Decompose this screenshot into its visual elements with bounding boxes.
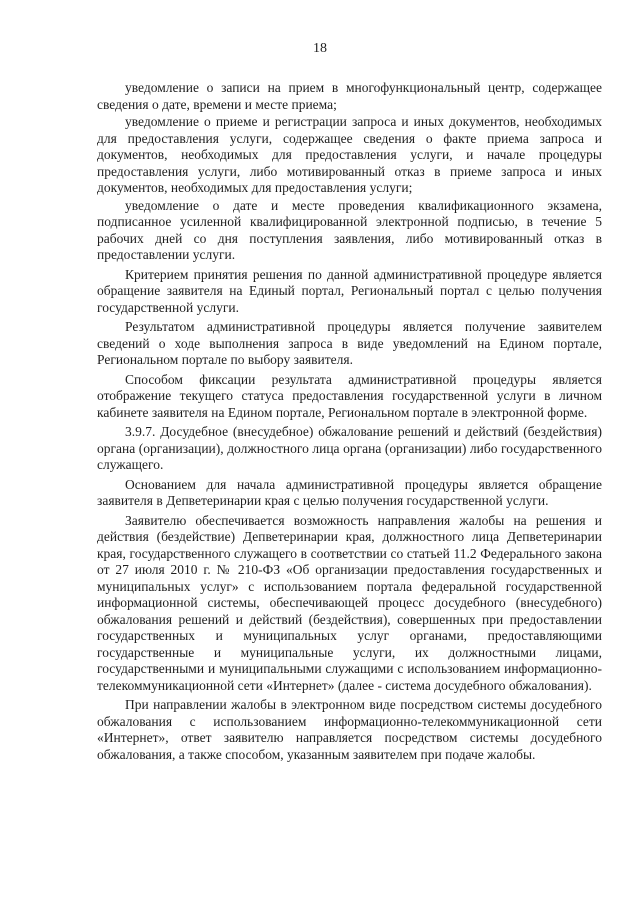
paragraph: уведомление о записи на прием в многофункциональный центр, содержащее сведения о дате, времени и месте приема; <box>97 80 602 112</box>
document-body <box>97 80 602 764</box>
paragraph: уведомление о дате и месте проведения квалификационного экзамена, подписанное усиленной квалифицированной электронной подписью, в течение 5 рабочих дней со дня поступления заявления, либо мотивированный отказ в предоставлении услуги. <box>97 197 602 262</box>
section-heading-paragraph: 3.9.7. Досудебное (внесудебное) обжалование решений и действий (бездействия) органа (организации), должностного лица органа (организации) либо государственного служащего. <box>97 424 602 472</box>
paragraph: При направлении жалобы в электронном виде посредством системы досудебного обжалования с использованием информационно-телекоммуникационной сети «Интернет», ответ заявителю направляется посредством системы досудебного обжалования, а также способом, указанным заявителем при подаче жалобы. <box>97 697 602 762</box>
paragraph: Способом фиксации результата административной процедуры является отображение текущего статуса предоставления государственной услуги в личном кабинете заявителя на Едином портале, Региональном портале в электронной форме. <box>97 371 602 420</box>
paragraph: Результатом административной процедуры является получение заявителем сведений о ходе выполнения запроса в виде уведомлений на Едином портале, Региональном портале по выбору заявителя. <box>97 319 602 367</box>
paragraph: уведомление о приеме и регистрации запроса и иных документов, необходимых для предоставления услуги, содержащее сведения о факте приема запроса и документов, необходимых для предоставления услуги, и начале процедуры предоставления услуги, либо мотивированный отказ в приеме запроса и иных документов, необходимых для предоставления услуги; <box>97 114 602 195</box>
page-number: 18 <box>313 41 327 56</box>
paragraph: Основанием для начала административной процедуры является обращение заявителя в Депветеринарии края с целью получения государственной услуги. <box>97 476 602 508</box>
paragraph: Заявителю обеспечивается возможность направления жалобы на решения и действия (бездействие) Депветеринарии края, должностного лица Депветеринарии края, государственного служащего в соответствии со статьей 11.2 Федерального закона от 27 июля 2010 г. № 210-ФЗ «Об организации предоставления государственных и муниципальных услуг» с использованием портала федеральной государственной информационной системы, обеспечивающей процесс досудебного (внесудебного) обжалования решений и действий (бездействия), совершенных при предоставлении государственных и муниципальных услуг органами, предоставляющими государственные и муниципальные услуги, их должностными лицами, государственными и муниципальными служащими с использованием информационно-телекоммуникационной сети «Интернет» (далее - система досудебного обжалования). <box>97 512 602 693</box>
paragraph: Критерием принятия решения по данной административной процедуре является обращение заявителя на Единый портал, Региональный портал с целью получения государственной услуги. <box>97 266 602 315</box>
